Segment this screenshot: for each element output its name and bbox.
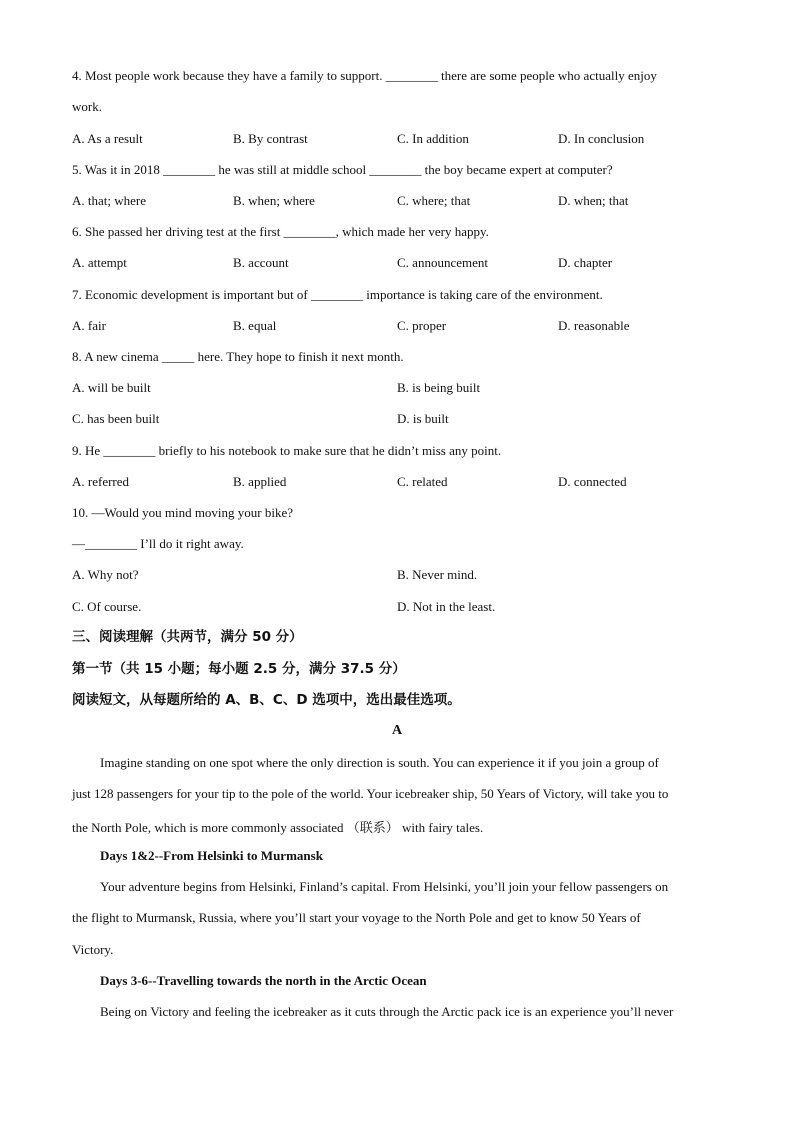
passage-p1-line1: Imagine standing on one spot where the only direction is south. You can experience it if you join a group of [100,755,659,770]
q8-option-b: B. is being built [397,380,481,395]
passage-p1-line3: the North Pole, which is more commonly associated （联系） with fairy tales. [72,820,484,835]
q4-option-a: A. As a result [72,131,143,146]
q10-option-d: D. Not in the least. [397,599,496,614]
passage-p2-line3: Victory. [72,942,114,957]
q5-option-d: D. when; that [558,193,629,208]
q9-option-b: B. applied [233,474,287,489]
q4-option-c: C. In addition [397,131,469,146]
q8-option-a: A. will be built [72,380,151,395]
question-8-stem: 8. A new cinema _____ here. They hope to finish it next month. [72,349,404,364]
question-7-stem: 7. Economic development is important but of ________ importance is taking care of the environment. [72,287,603,302]
q4-option-d: D. In conclusion [558,131,645,146]
q6-option-a: A. attempt [72,255,127,270]
passage-p2-line1: Your adventure begins from Helsinki, Finland’s capital. From Helsinki, you’ll join your fellow passengers on [100,879,669,894]
q6-option-d: D. chapter [558,255,613,270]
q8-option-c: C. has been built [72,411,160,426]
q5-option-c: C. where; that [397,193,471,208]
q7-option-c: C. proper [397,318,447,333]
q7-option-a: A. fair [72,318,106,333]
question-5-stem: 5. Was it in 2018 ________ he was still at middle school ________ the boy became expert at computer? [72,162,613,177]
q8-option-d: D. is built [397,411,449,426]
question-4-stem-cont: work. [72,99,102,114]
passage-subheading-2: Days 3-6--Travelling towards the north in the Arctic Ocean [100,973,427,988]
question-6-stem: 6. She passed her driving test at the first ________, which made her very happy. [72,224,489,239]
q7-option-b: B. equal [233,318,277,333]
question-10-response: —________ I’ll do it right away. [72,536,244,551]
passage-subheading-1: Days 1&2--From Helsinki to Murmansk [100,848,323,863]
q5-option-a: A. that; where [72,193,147,208]
q9-option-c: C. related [397,474,448,489]
passage-label: A [391,723,403,738]
q10-option-a: A. Why not? [72,567,139,582]
q7-option-d: D. reasonable [558,318,630,333]
q9-option-d: D. connected [558,474,627,489]
q6-option-c: C. announcement [397,255,488,270]
question-4-stem: 4. Most people work because they have a family to support. ________ there are some people who actually enjoy [72,68,657,83]
question-9-stem: 9. He ________ briefly to his notebook to make sure that he didn’t miss any point. [72,443,502,458]
passage-p3-line1: Being on Victory and feeling the icebreaker as it cuts through the Arctic pack ice is an experience you’ll never [100,1004,674,1019]
q4-option-b: B. By contrast [233,131,308,146]
q6-option-b: B. account [233,255,289,270]
passage-p1-line2: just 128 passengers for your tip to the pole of the world. Your icebreaker ship, 50 Years of Victory, will take you to [72,786,669,801]
instruction: 阅读短文，从每题所给的 A、B、C、D 选项中，选出最佳选项。 [72,692,461,708]
section-heading: 三、阅读理解（共两节，满分 50 分） [72,629,303,645]
q5-option-b: B. when; where [233,193,315,208]
question-10-stem: 10. —Would you mind moving your bike? [72,505,294,520]
q10-option-c: C. Of course. [72,599,142,614]
q10-option-b: B. Never mind. [397,567,478,582]
part-heading: 第一节（共 15 小题；每小题 2.5 分，满分 37.5 分） [72,661,406,677]
q9-option-a: A. referred [72,474,130,489]
passage-p2-line2: the flight to Murmansk, Russia, where you’ll start your voyage to the North Pole and get to know 50 Years of [72,910,641,925]
